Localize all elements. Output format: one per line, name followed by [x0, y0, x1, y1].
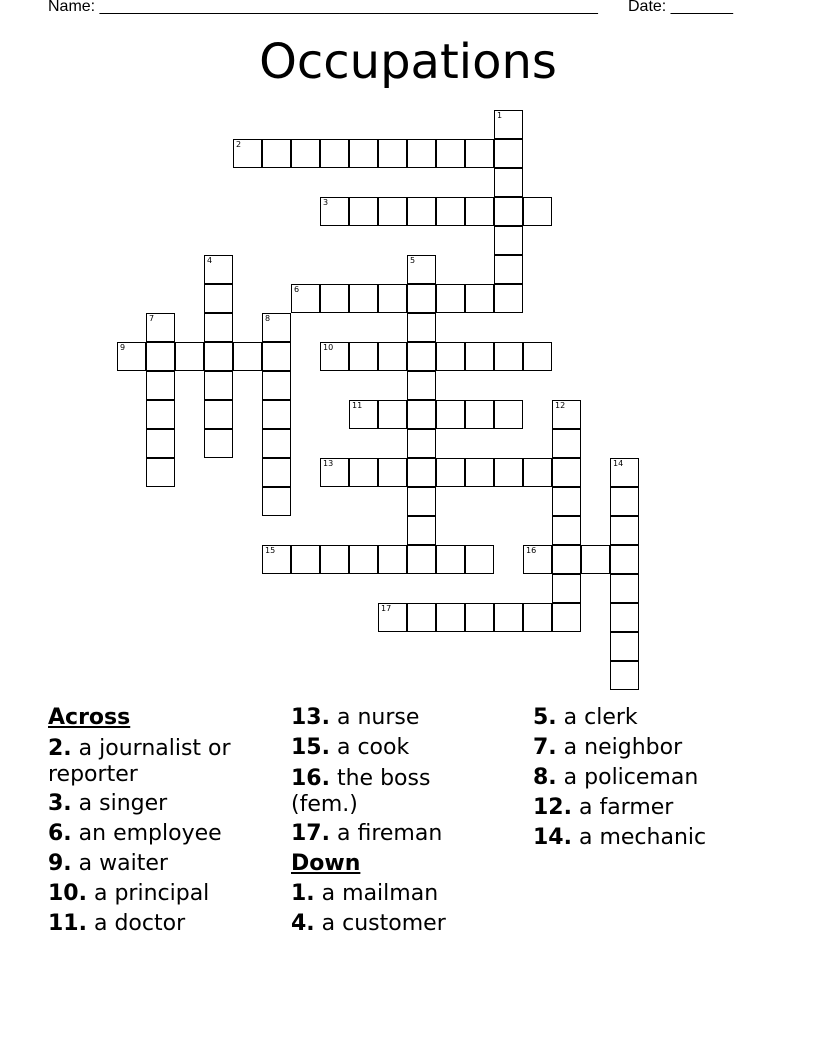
name-field[interactable]: Name: ________________________________________________________: [48, 0, 598, 15]
crossword-cell[interactable]: [523, 342, 552, 371]
crossword-cell[interactable]: [523, 545, 552, 574]
crossword-cell[interactable]: [436, 284, 465, 313]
clue-number-label: 11: [352, 401, 363, 410]
crossword-cell[interactable]: [465, 458, 494, 487]
crossword-cell[interactable]: [262, 313, 291, 342]
crossword-cell[interactable]: [204, 400, 233, 429]
crossword-cell[interactable]: [262, 400, 291, 429]
crossword-cell[interactable]: [407, 516, 436, 545]
crossword-cell[interactable]: [465, 139, 494, 168]
clue-across-17: [291, 819, 521, 849]
crossword-cell[interactable]: [320, 139, 349, 168]
crossword-cell[interactable]: [494, 168, 523, 197]
crossword-cell[interactable]: [146, 342, 175, 371]
clue-text: a principal: [93, 881, 210, 906]
clue-across-10: [48, 879, 278, 909]
crossword-cell[interactable]: [523, 458, 552, 487]
crossword-cell[interactable]: [146, 400, 175, 429]
crossword-cell[interactable]: [320, 284, 349, 313]
clue-number-label: 17: [381, 604, 392, 613]
crossword-cell[interactable]: [378, 342, 407, 371]
crossword-cell[interactable]: [349, 545, 378, 574]
clue-text: a farmer: [578, 795, 674, 820]
clue-text: a mechanic: [578, 825, 707, 850]
crossword-cell[interactable]: [349, 458, 378, 487]
clue-across-3: [48, 789, 278, 819]
crossword-cell[interactable]: [146, 371, 175, 400]
crossword-cell[interactable]: [262, 545, 291, 574]
crossword-cell[interactable]: [175, 342, 204, 371]
clue-number-label: 2: [236, 140, 242, 149]
crossword-cell[interactable]: [146, 458, 175, 487]
clue-text: the boss (fem.): [291, 766, 431, 817]
crossword-cell[interactable]: [436, 400, 465, 429]
crossword-cell[interactable]: [465, 197, 494, 226]
crossword-cell[interactable]: [494, 197, 523, 226]
crossword-cell[interactable]: [552, 603, 581, 632]
crossword-cell[interactable]: [349, 284, 378, 313]
clue-number: 12.: [533, 795, 572, 820]
crossword-cell[interactable]: [494, 284, 523, 313]
crossword-cell[interactable]: [465, 284, 494, 313]
down-heading: Down: [291, 851, 361, 876]
crossword-cell[interactable]: [407, 371, 436, 400]
crossword-cell[interactable]: [610, 545, 639, 574]
crossword-cell[interactable]: [378, 400, 407, 429]
clue-text: a journalist or reporter: [48, 736, 231, 787]
date-field[interactable]: Date: _______: [628, 0, 733, 15]
crossword-cell[interactable]: [610, 458, 639, 487]
crossword-cell[interactable]: [407, 139, 436, 168]
clue-number: 14.: [533, 825, 572, 850]
crossword-cell[interactable]: [291, 139, 320, 168]
clue-text: a doctor: [93, 911, 186, 936]
crossword-cell[interactable]: [378, 284, 407, 313]
crossword-cell[interactable]: [552, 487, 581, 516]
clue-text: a mailman: [321, 881, 439, 906]
crossword-cell[interactable]: [262, 342, 291, 371]
crossword-cell[interactable]: [610, 661, 639, 690]
crossword-cell[interactable]: [204, 429, 233, 458]
clue-across-6: [48, 819, 278, 849]
clue-number: 2.: [48, 736, 72, 761]
clue-across-11: [48, 909, 278, 939]
clue-number: 10.: [48, 881, 87, 906]
crossword-cell[interactable]: [436, 545, 465, 574]
crossword-cell[interactable]: [349, 400, 378, 429]
crossword-cell[interactable]: [494, 603, 523, 632]
clue-number-label: 1: [497, 111, 503, 120]
crossword-cell[interactable]: [204, 342, 233, 371]
crossword-cell[interactable]: [262, 139, 291, 168]
crossword-cell[interactable]: [117, 342, 146, 371]
crossword-cell[interactable]: [320, 545, 349, 574]
across-heading: Across: [48, 705, 131, 730]
crossword-cell[interactable]: [581, 545, 610, 574]
clue-number: 8.: [533, 765, 557, 790]
crossword-cell[interactable]: [465, 400, 494, 429]
crossword-cell[interactable]: [523, 197, 552, 226]
clue-number: 15.: [291, 735, 330, 760]
crossword-cell[interactable]: [349, 342, 378, 371]
clue-number: 13.: [291, 705, 330, 730]
crossword-cell[interactable]: [320, 197, 349, 226]
crossword-cell[interactable]: [407, 603, 436, 632]
clue-text: a neighbor: [563, 735, 683, 760]
crossword-cell[interactable]: [494, 110, 523, 139]
crossword-cell[interactable]: [407, 429, 436, 458]
crossword-cell[interactable]: [291, 284, 320, 313]
crossword-cell[interactable]: [610, 632, 639, 661]
clue-across-13: [291, 703, 521, 733]
clue-number-label: 7: [149, 314, 155, 323]
crossword-cell[interactable]: [552, 574, 581, 603]
clue-number-label: 16: [526, 546, 537, 555]
clues-column-2: [291, 703, 521, 939]
crossword-cell[interactable]: [552, 458, 581, 487]
clue-number-label: 12: [555, 401, 566, 410]
page-title: Occupations: [259, 34, 557, 90]
crossword-cell[interactable]: [407, 255, 436, 284]
crossword-cell[interactable]: [146, 313, 175, 342]
crossword-cell[interactable]: [407, 545, 436, 574]
clue-down-1: [291, 879, 521, 909]
clue-across-9: [48, 849, 278, 879]
clue-number: 9.: [48, 851, 72, 876]
clue-down-7: [533, 733, 793, 763]
clue-text: a nurse: [336, 705, 420, 730]
crossword-cell[interactable]: [407, 284, 436, 313]
crossword-cell[interactable]: [494, 226, 523, 255]
clue-number: 6.: [48, 821, 72, 846]
clue-number: 5.: [533, 705, 557, 730]
crossword-cell[interactable]: [146, 429, 175, 458]
clues-column-1: [48, 703, 278, 939]
crossword-cell[interactable]: [494, 342, 523, 371]
clue-number: 16.: [291, 766, 330, 791]
clue-number-label: 8: [265, 314, 271, 323]
crossword-cell[interactable]: [349, 197, 378, 226]
clue-number-label: 9: [120, 343, 126, 352]
clue-across-2: [48, 736, 278, 788]
crossword-cell[interactable]: [552, 516, 581, 545]
crossword-cell[interactable]: [610, 487, 639, 516]
crossword-cell[interactable]: [436, 197, 465, 226]
crossword-cell[interactable]: [494, 255, 523, 284]
crossword-cell[interactable]: [407, 313, 436, 342]
crossword-cell[interactable]: [552, 545, 581, 574]
crossword-cell[interactable]: [378, 197, 407, 226]
clue-down-12: [533, 793, 793, 823]
clue-number-label: 13: [323, 459, 334, 468]
crossword-cell[interactable]: [523, 603, 552, 632]
crossword-cell[interactable]: [262, 487, 291, 516]
crossword-cell[interactable]: [378, 458, 407, 487]
clue-number-label: 4: [207, 256, 213, 265]
crossword-cell[interactable]: [494, 458, 523, 487]
crossword-cell[interactable]: [349, 139, 378, 168]
crossword-cell[interactable]: [552, 400, 581, 429]
crossword-cell[interactable]: [262, 429, 291, 458]
crossword-cell[interactable]: [378, 545, 407, 574]
crossword-cell[interactable]: [465, 545, 494, 574]
clue-number-label: 14: [613, 459, 624, 468]
clue-text: a cook: [336, 735, 410, 760]
clue-down-5: [533, 703, 793, 733]
clue-number-label: 6: [294, 285, 300, 294]
clue-text: a customer: [321, 911, 446, 936]
clue-text: a waiter: [78, 851, 168, 876]
crossword-cell[interactable]: [204, 255, 233, 284]
clue-number-label: 15: [265, 546, 276, 555]
clue-number-label: 10: [323, 343, 334, 352]
crossword-cell[interactable]: [494, 400, 523, 429]
crossword-cell[interactable]: [233, 139, 262, 168]
crossword-cell[interactable]: [436, 603, 465, 632]
clue-number: 3.: [48, 791, 72, 816]
crossword-cell[interactable]: [494, 139, 523, 168]
clue-number: 11.: [48, 911, 87, 936]
clue-text: a clerk: [563, 705, 638, 730]
clue-number-label: 3: [323, 198, 329, 207]
crossword-cell[interactable]: [320, 458, 349, 487]
crossword-cell[interactable]: [407, 487, 436, 516]
crossword-cell[interactable]: [204, 313, 233, 342]
clue-number: 7.: [533, 735, 557, 760]
crossword-cell[interactable]: [610, 574, 639, 603]
crossword-cell[interactable]: [320, 342, 349, 371]
crossword-cell[interactable]: [204, 284, 233, 313]
crossword-cell[interactable]: [610, 516, 639, 545]
crossword-cell[interactable]: [378, 139, 407, 168]
crossword-cell[interactable]: [407, 458, 436, 487]
clue-across-16: [291, 766, 461, 818]
crossword-cell[interactable]: [465, 342, 494, 371]
crossword-cell[interactable]: [204, 371, 233, 400]
clues-column-3: [533, 703, 793, 853]
crossword-cell[interactable]: [407, 342, 436, 371]
crossword-cell[interactable]: [378, 603, 407, 632]
crossword-cell[interactable]: [436, 139, 465, 168]
crossword-cell[interactable]: [436, 342, 465, 371]
crossword-cell[interactable]: [233, 342, 262, 371]
clue-number-label: 5: [410, 256, 416, 265]
crossword-cell[interactable]: [552, 429, 581, 458]
clue-down-8: [533, 763, 793, 793]
crossword-cell[interactable]: [262, 371, 291, 400]
clue-text: an employee: [78, 821, 222, 846]
crossword-cell[interactable]: [465, 603, 494, 632]
clue-text: a fireman: [336, 821, 443, 846]
crossword-cell[interactable]: [436, 458, 465, 487]
clue-text: a singer: [78, 791, 168, 816]
clue-text: a policeman: [563, 765, 699, 790]
crossword-cell[interactable]: [407, 400, 436, 429]
clue-across-15: [291, 733, 521, 763]
crossword-cell[interactable]: [610, 603, 639, 632]
clue-down-4: [291, 909, 521, 939]
crossword-cell[interactable]: [262, 458, 291, 487]
clue-number: 17.: [291, 821, 330, 846]
crossword-cell[interactable]: [407, 197, 436, 226]
crossword-cell[interactable]: [291, 545, 320, 574]
clue-number: 4.: [291, 911, 315, 936]
clue-down-14: [533, 823, 793, 853]
clue-number: 1.: [291, 881, 315, 906]
